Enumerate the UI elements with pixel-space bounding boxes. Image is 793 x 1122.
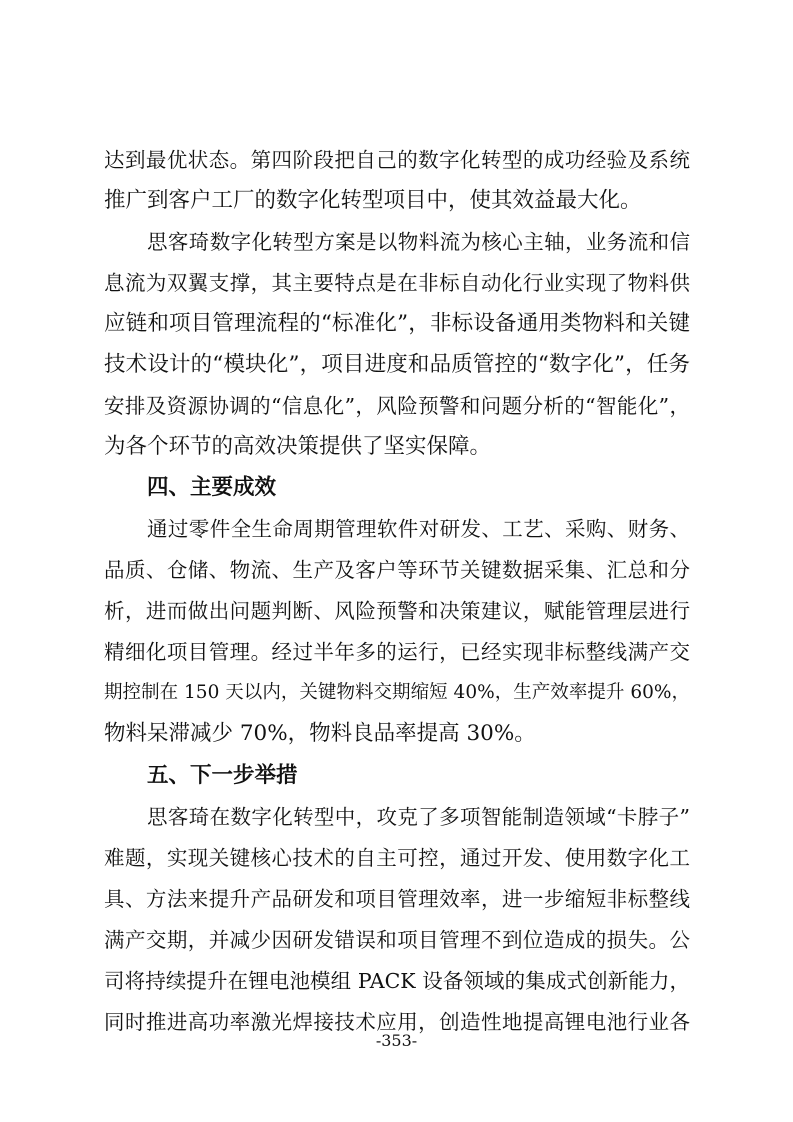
paragraph-line: 具、方法来提升产品研发和项目管理效率，进一步缩短非标整线 [104,887,690,911]
page-number: -353- [375,1031,418,1050]
paragraph-line: 思客琦在数字化转型中，攻克了多项智能制造领域“卡脖子” [147,805,690,829]
paragraph-line: 同时推进高功率激光焊接技术应用，创造性地提高锂电池行业各 [104,1010,690,1034]
paragraph-line: 期控制在 150 天以内，关键物料交期缩短 40%，生产效率提升 60%， [104,682,690,703]
paragraph-line: 品质、仓储、物流、生产及客户等环节关键数据采集、汇总和分 [104,558,690,582]
paragraph-line: 安排及资源协调的“信息化”，风险预警和问题分析的“智能化”， [104,394,690,418]
paragraph-line: 满产交期，并减少因研发错误和项目管理不到位造成的损失。公 [104,928,690,952]
paragraph-line: 司将持续提升在锂电池模组 PACK 设备领域的集成式创新能力， [104,969,690,993]
paragraph-line: 为各个环节的高效决策提供了坚实保障。 [104,434,492,459]
paragraph-line: 技术设计的“模块化”，项目进度和品质管控的“数字化”，任务 [104,352,690,377]
section-heading-main-results: 四、主要成效 [147,475,277,500]
paragraph-line: 难题，实现关键核心技术的自主可控，通过开发、使用数字化工 [104,846,690,870]
paragraph-line: 物料呆滞减少 70%，物料良品率提高 30%。 [104,721,536,746]
paragraph-line: 推广到客户工厂的数字化转型项目中，使其效益最大化。 [104,188,642,213]
paragraph-line: 通过零件全生命周期管理软件对研发、工艺、采购、财务、 [147,517,690,541]
section-heading-next-steps: 五、下一步举措 [147,763,298,788]
paragraph-line: 息流为双翼支撑，其主要特点是在非标自动化行业实现了物料供 [104,271,690,295]
paragraph-line: 析，进而做出问题判断、风险预警和决策建议，赋能管理层进行 [104,599,690,623]
paragraph-line: 精细化项目管理。经过半年多的运行，已经实现非标整线满产交 [104,640,690,664]
paragraph-line: 达到最优状态。第四阶段把自己的数字化转型的成功经验及系统 [104,148,690,172]
paragraph-line: 思客琦数字化转型方案是以物料流为核心主轴，业务流和信 [147,230,690,254]
paragraph-line: 应链和项目管理流程的“标准化”，非标设备通用类物料和关键 [104,311,690,336]
